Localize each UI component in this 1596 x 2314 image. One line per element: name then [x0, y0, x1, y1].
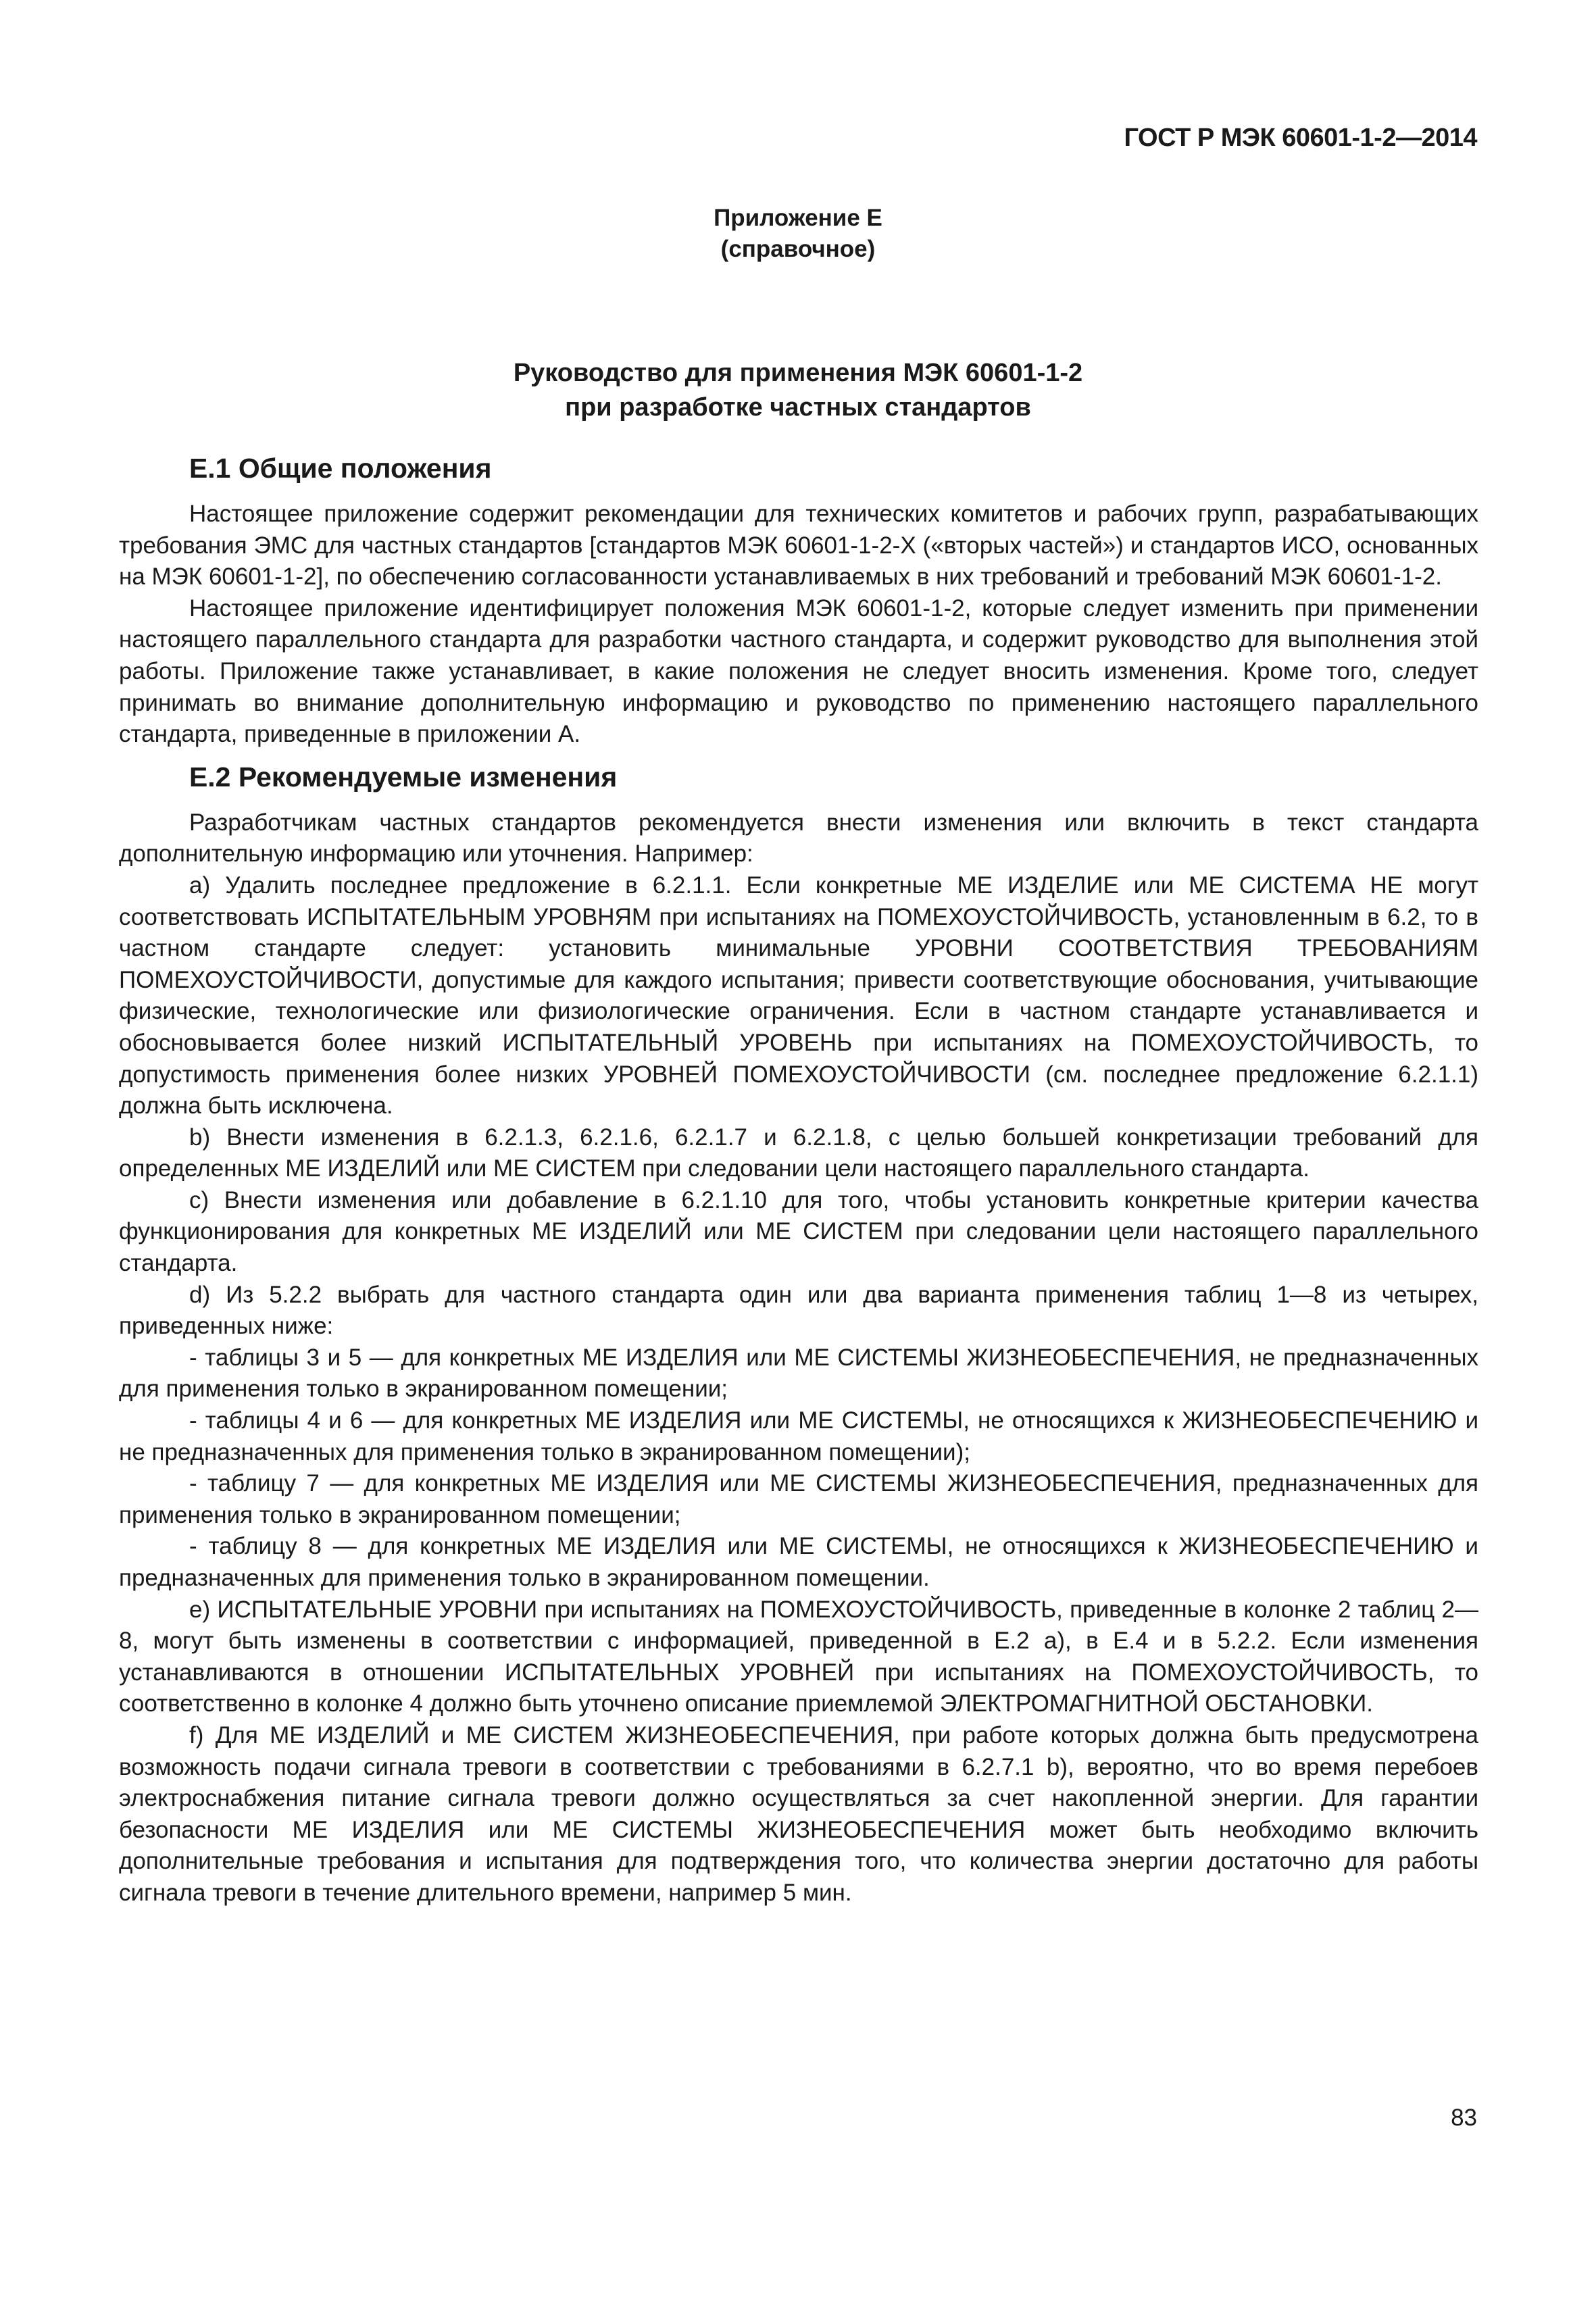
paragraph: Настоящее приложение содержит рекомендации для технических комитетов и рабочих групп, разрабатывающих требования ЭМС для частных стандартов [стандартов МЭК 60601-1-2-Х («вторых частей») и стандартов ИСО, основанных на МЭК 60601-1-2], по обеспечению согласованности устанавливаемых в них требований и требований МЭК 60601-1-2.	[119, 501, 1478, 590]
section-heading-e2: Е.2 Рекомендуемые изменения	[189, 761, 618, 793]
list-item-d: d) Из 5.2.2 выбрать для частного стандарта один или два варианта применения таблиц 1—8 из четырех, приведенных ниже:	[119, 1281, 1478, 1340]
annex-heading	[0, 203, 1596, 265]
section-e1	[119, 453, 1478, 751]
list-item-c: c) Внести изменения или добавление в 6.2.1.10 для того, чтобы установить конкретные критерии качества функционирования для конкретных МЕ ИЗДЕЛИЙ или МЕ СИСТЕМ при следовании цели настоящего параллельного стандарта.	[119, 1186, 1478, 1277]
list-item-b: b) Внести изменения в 6.2.1.3, 6.2.1.6, 6.2.1.7 и 6.2.1.8, с целью большей конкретизации требований для определенных МЕ ИЗДЕЛИЙ или МЕ СИСТЕМ при следовании цели настоящего параллельного стандарта.	[119, 1124, 1478, 1182]
list-item-e: e) ИСПЫТАТЕЛЬНЫЕ УРОВНИ при испытаниях на ПОМЕХОУСТОЙЧИВОСТЬ, приведенные в колонке 2 таблиц 2—8, могут быть изменены в соответствии с информацией, приведенной в Е.2 а), в Е.4 и в 5.2.2. Если изменения устанавливаются в отношении ИСПЫТАТЕЛЬНЫХ УРОВНЕЙ при испытаниях на ПОМЕХОУСТОЙЧИВОСТЬ, то соответственно в колонке 4 должно быть уточнено описание приемлемой ЭЛЕКТРОМАГНИТНОЙ ОБСТАНОВКИ.	[119, 1596, 1478, 1717]
dash-item: - таблицы 3 и 5 — для конкретных МЕ ИЗДЕЛИЯ или МЕ СИСТЕМЫ ЖИЗНЕОБЕСПЕЧЕНИЯ, не предназначенных для применения только в экранированном помещении;	[119, 1344, 1478, 1403]
annex-label: Приложение Е	[714, 205, 882, 231]
annex-type: (справочное)	[720, 236, 876, 262]
document-code: ГОСТ Р МЭК 60601-1-2—2014	[1124, 124, 1477, 152]
annex-title	[0, 356, 1596, 425]
paragraph: Разработчикам частных стандартов рекомендуется внести изменения или включить в текст стандарта дополнительную информацию или уточнения. Например:	[119, 809, 1478, 867]
dash-item: - таблицу 7 — для конкретных МЕ ИЗДЕЛИЯ или МЕ СИСТЕМЫ ЖИЗНЕОБЕСПЕЧЕНИЯ, предназначенных для применения только в экранированном помещении;	[119, 1470, 1478, 1528]
dash-item: - таблицы 4 и 6 — для конкретных МЕ ИЗДЕЛИЯ или МЕ СИСТЕМЫ, не относящихся к ЖИЗНЕОБЕСПЕЧЕНИЮ и не предназначенных для применения только в экранированном помещении);	[119, 1407, 1478, 1465]
section-e2	[119, 761, 1478, 1909]
paragraph: Настоящее приложение идентифицирует положения МЭК 60601-1-2, которые следует изменить при применении настоящего параллельного стандарта для разработки частного стандарта, и содержит руководство для выполнения этой работы. Приложение также устанавливает, в какие положения не следует вносить изменения. Кроме того, следует принимать во внимание дополнительную информацию и руководство по применению настоящего параллельного стандарта, приведенные в приложении А.	[119, 595, 1478, 748]
dash-item: - таблицу 8 — для конкретных МЕ ИЗДЕЛИЯ или МЕ СИСТЕМЫ, не относящихся к ЖИЗНЕОБЕСПЕЧЕНИЮ и предназначенных для применения только в экранированном помещении.	[119, 1533, 1478, 1591]
page-number: 83	[1451, 2105, 1477, 2131]
annex-title-line-1: Руководство для применения МЭК 60601-1-2	[513, 359, 1083, 387]
section-heading-e1: Е.1 Общие положения	[189, 453, 492, 484]
body-text	[119, 453, 1478, 1909]
annex-title-line-2: при разработке частных стандартов	[565, 393, 1031, 422]
list-item-a: a) Удалить последнее предложение в 6.2.1.1. Если конкретные МЕ ИЗДЕЛИЕ или МЕ СИСТЕМА НЕ могут соответствовать ИСПЫТАТЕЛЬНЫМ УРОВНЯМ при испытаниях на ПОМЕХОУСТОЙЧИВОСТЬ, установленным в 6.2, то в частном стандарте следует: установить минимальные УРОВНИ СООТВЕТСТВИЯ ТРЕБОВАНИЯМ ПОМЕХОУСТОЙЧИВОСТИ, допустимые для каждого испытания; привести соответствующие обоснования, учитывающие физические, технологические или физиологические ограничения. Если в частном стандарте устанавливается и обосновывается более низкий ИСПЫТАТЕЛЬНЫЙ УРОВЕНЬ при испытаниях на ПОМЕХОУСТОЙЧИВОСТЬ, то допустимость применения более низких УРОВНЕЙ ПОМЕХОУСТОЙЧИВОСТИ (см. последнее предложение 6.2.1.1) должна быть исключена.	[119, 872, 1478, 1120]
list-item-f: f) Для МЕ ИЗДЕЛИЙ и МЕ СИСТЕМ ЖИЗНЕОБЕСПЕЧЕНИЯ, при работе которых должна быть предусмотрена возможность подачи сигнала тревоги в соответствии с требованиями в 6.2.7.1 b), вероятно, что во время перебоев электроснабжения питание сигнала тревоги должно осуществляться за счет накопленной энергии. Для гарантии безопасности МЕ ИЗДЕЛИЯ или МЕ СИСТЕМЫ ЖИЗНЕОБЕСПЕЧЕНИЯ может быть необходимо включить дополнительные требования и испытания для подтверждения того, что количества энергии достаточно для работы сигнала тревоги в течение длительного времени, например 5 мин.	[119, 1721, 1478, 1906]
